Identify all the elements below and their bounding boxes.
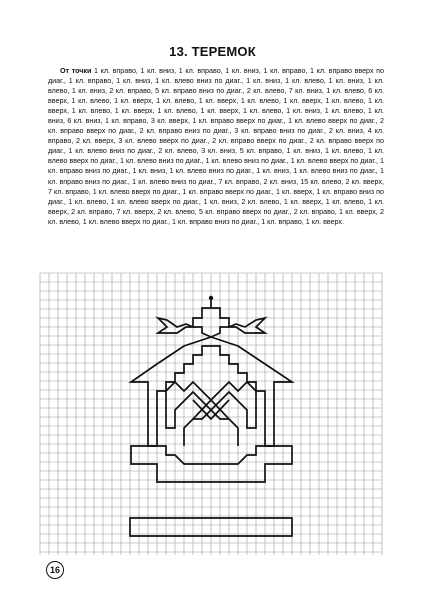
teremok-outline (158, 298, 265, 337)
instructions-lead: От точки (60, 67, 92, 75)
instructions-text: 1 кл. вправо, 1 кл. вниз, 1 кл. вправо, 1 кл. вниз, 1 кл. вправо, 1 кл. вправо вверх по диаг., 1 кл. вправо, 1 кл. вниз, 1 кл. влево вниз по диаг., 1 кл. вниз, 1 кл. влево, 1 кл. вниз, 1 кл. влево, 1 кл. вниз, 2 кл. вправо, 5 кл. вправо вниз по диаг., 2 кл. влево, 7 кл. вниз, 1 кл. влево, 6 кл. вверх, 1 кл. влево, 1 кл. вверх, 1 кл. влево, 1 кл. вверх, 1 кл. влево, 1 кл. вверх, 1 кл. влево, 1 кл. вверх, 1 кл. влево, 1 кл. вверх, 1 кл. влево, 1 кл. вверх, 1 кл. влево, 1 кл. вниз, 1 кл. влево, 1 кл. вниз, 6 кл. вниз, 1 кл. вправо, 3 кл. вверх, 1 кл. вправо вверх по диаг., 1 кл. влево вверх по диаг., 2 кл. вправо вверх по диаг., 2 кл. вправо вниз по диаг., 3 кл. вправо вниз по диаг., 2 кл. вниз, 4 кл. вправо, 2 кл. вверх, 3 кл. влево вверх по диаг., 2 кл. вправо вверх по диаг., 2 кл. вправо вверх по диаг., 1 кл. влево вниз по диаг., 2 кл. влево, 3 кл. вниз, 5 кл. вправо, 1 кл. вниз, 1 кл. влево, 1 кл. влево вверх по диаг., 1 кл. влево вниз по диаг., 1 кл. влево вниз по диаг., 1 кл. влево вверх по диаг., 1 кл. вправо вниз по диаг., 1 кл. вниз, 1 кл. влево вниз по диаг., 1 кл. вниз, 1 кл. влево вниз по диаг., 1 кл. вправо вниз по диаг., 1 кл. влево вниз по диаг., 7 кл. вправо, 2 кл. вниз, 15 кл. влево, 2 кл. вверх, 7 кл. вправо, 1 кл. влево вверх по диаг., 1 кл. вправо вверх по диаг., 1 кл. вверх, 1 кл. вправо вниз по диаг., 1 кл. влево, 1 кл. влево вверх по диаг., 1 кл. вниз, 2 кл. влево, 1 кл. вверх, 1 кл. влево, 1 кл. вверх, 2 кл. вправо, 7 кл. вверх, 2 кл. влево, 5 кл. вправо вверх по диаг., 2 кл. вправо, 1 кл. вверх, 2 кл. влево, 1 кл. влево вверх по диаг., 1 кл. вправо вниз по диаг., 1 кл. вправо, 1 кл. вверх. (48, 67, 384, 226)
page-number-badge: 16 (46, 561, 64, 579)
roof-and-walls (131, 337, 292, 446)
grid-lines (40, 273, 382, 555)
page-title: 13. ТЕРЕМОК (169, 44, 256, 59)
porch-step (131, 446, 292, 482)
start-point (209, 296, 213, 300)
